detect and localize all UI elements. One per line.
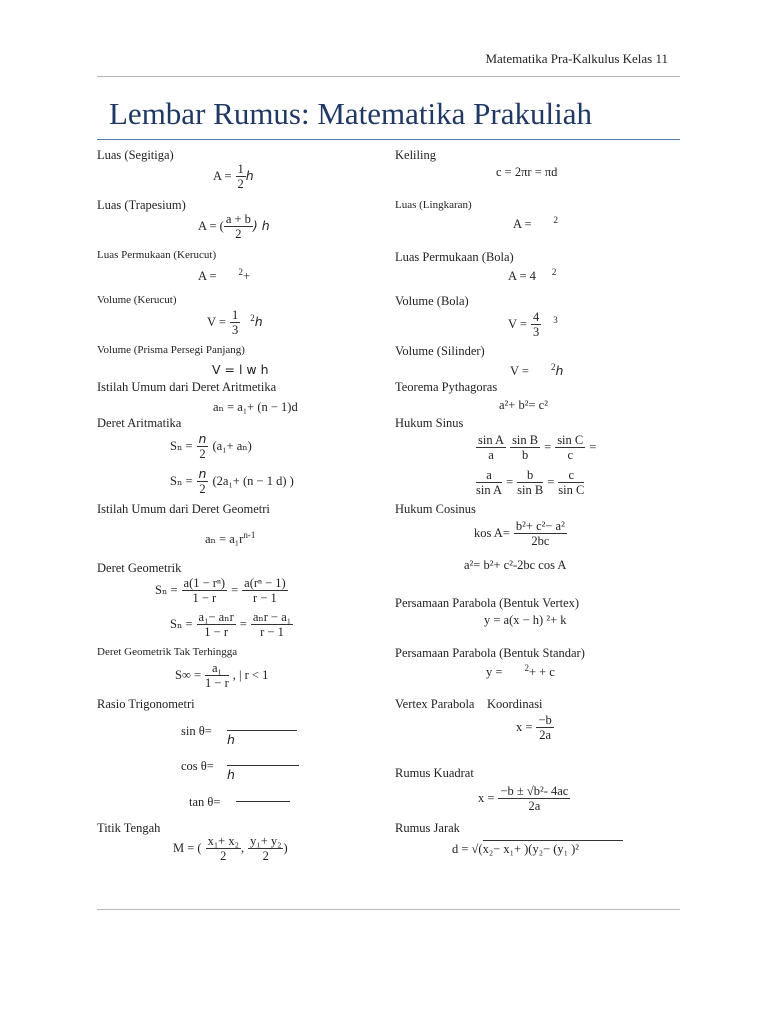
formula-hukum-cosinus-2: a²= b²+ c²-2bc cos A [464, 558, 567, 572]
formula-vertex-koordinasi: x = $\frac{-b}{2a}$ [516, 713, 552, 742]
formula-tan: tan θ= [189, 795, 221, 809]
footer-divider [97, 909, 680, 910]
formula-istilah-aritmetika: aₙ = a₁+ (n − 1)d [213, 400, 298, 414]
label-luas-lingkaran: Luas (Lingkaran) [395, 199, 472, 211]
sin-denominator: h [227, 732, 235, 747]
label-parabola-standar: Persamaan Parabola (Bentuk Standar) [395, 646, 585, 660]
cos-denominator: h [227, 767, 235, 782]
tan-fraction-bar [236, 801, 290, 802]
label-istilah-geometri: Istilah Umum dari Deret Geometri [97, 502, 270, 516]
label-deret-tak-terhingga: Deret Geometrik Tak Terhingga [97, 646, 238, 658]
formula-luas-permukaan-bola: A = 4 $^2$ [508, 267, 557, 283]
label-luas-permukaan-bola: Luas Permukaan (Bola) [395, 250, 514, 264]
label-pythagoras: Teorema Pythagoras [395, 380, 498, 394]
formula-parabola-vertex: y = a(x − h) ²+ k [484, 613, 567, 627]
label-luas-trapesium: Luas (Trapesium) [97, 198, 186, 212]
label-hukum-sinus: Hukum Sinus [395, 416, 464, 430]
label-keliling: Keliling [395, 148, 436, 162]
label-volume-kerucut: Volume (Kerucut) [97, 294, 177, 306]
page-title: Lembar Rumus: Matematika Prakuliah [109, 96, 592, 131]
label-volume-prisma: Volume (Prisma Persegi Panjang) [97, 344, 245, 356]
formula-deret-geometrik-2: Sₙ = $\frac{\text{a₁− aₙr}}{1 - r}$ = $\frac{\text{aₙr − a₁}}{r - 1}$ [170, 610, 292, 639]
formula-luas-lingkaran: A = $^2$ [513, 215, 559, 231]
formula-hukum-sinus-2: $\frac{a}{\text{sin A}}$ = $\frac{b}{\text{sin B}}$ = $\frac{c}{\text{sin C}}$ [476, 468, 585, 497]
formula-luas-permukaan-kerucut: A = $^2$+ [198, 267, 251, 283]
running-title: Matematika Pra-Kalkulus Kelas 11 [485, 51, 668, 66]
formula-deret-aritmatika-1: Sₙ = $\frac{n}{2}$ (a₁+ aₙ) [170, 431, 252, 461]
formula-volume-prisma: V = l w h [212, 362, 269, 377]
header-divider [97, 76, 680, 77]
formula-hukum-cosinus-1: kos A= $\frac{\text{b²+ c²− a²}}{2bc}$ [474, 519, 565, 548]
formula-luas-segitiga: A = $\frac{1}{2}$ h [213, 162, 254, 191]
formula-titik-tengah: M = ( $\frac{\text{x₁+ x₂}}{2}$ , $\frac{\text{y₁+ y₂}}{2}$ ) [173, 834, 288, 863]
label-luas-segitiga: Luas (Segitiga) [97, 148, 174, 162]
label-parabola-vertex: Persamaan Parabola (Bentuk Vertex) [395, 596, 580, 610]
label-deret-geometrik: Deret Geometrik [97, 561, 182, 575]
formula-volume-kerucut: V = $\frac{1}{3}$ $^2$h [207, 308, 263, 337]
formula-keliling: c = 2πr = πd [496, 165, 558, 179]
formula-deret-aritmatika-2: Sₙ = $\frac{n}{2}$ (2a₁+ (n − 1 d) ) [170, 466, 294, 496]
label-hukum-cosinus: Hukum Cosinus [395, 502, 476, 516]
formula-sin: sin θ= [181, 724, 212, 738]
formula-volume-bola: V = $\frac{4}{3}$ $^3$ [508, 310, 558, 339]
title-underline [97, 139, 680, 140]
label-titik-tengah: Titik Tengah [97, 821, 161, 835]
cos-fraction-bar [227, 765, 299, 766]
label-volume-bola: Volume (Bola) [395, 294, 469, 308]
formula-deret-geometrik-1: Sₙ = $\frac{\text{a(1 − rⁿ)}}{1 - r}$ = $\frac{\text{a(rⁿ − 1)}}{r - 1}$ [155, 576, 286, 605]
label-rumus-kuadrat: Rumus Kuadrat [395, 766, 474, 780]
label-luas-permukaan-kerucut: Luas Permukaan (Kerucut) [97, 249, 217, 261]
label-vertex-koordinasi: Vertex Parabola Koordinasi [395, 697, 543, 711]
label-istilah-aritmetika: Istilah Umum dari Deret Aritmetika [97, 380, 277, 394]
radical-overline [483, 840, 623, 841]
formula-rumus-jarak: d = √(x₂− x₁+ )(y₂− (y₁ )² [452, 842, 580, 856]
formula-parabola-standar: y = $^2$+ + c [486, 663, 555, 679]
sin-fraction-bar [227, 730, 297, 731]
formula-rumus-kuadrat: x = $\frac{\text{−b ± √b²- 4ac}}{2a}$ [478, 784, 569, 813]
label-rumus-jarak: Rumus Jarak [395, 821, 460, 835]
label-rasio-trigonometri: Rasio Trigonometri [97, 697, 195, 711]
label-deret-aritmatika: Deret Aritmatika [97, 416, 182, 430]
formula-hukum-sinus-1: $\frac{\text{sin A}}{a}$ $\frac{\text{sin B}}{b}$ = $\frac{\text{sin C}}{c}$ = [478, 433, 597, 462]
label-volume-silinder: Volume (Silinder) [395, 344, 485, 358]
formula-volume-silinder: V = $^2$h [510, 362, 564, 378]
formula-deret-tak-terhingga: S∞ = $\frac{\text{a₁}}{1 - r}$ , | r < 1 [175, 661, 269, 690]
formula-istilah-geometri: $a_n = a_1r^{n-1}$ [205, 530, 256, 546]
formula-pythagoras: a²+ b²= c² [499, 398, 548, 412]
formula-luas-trapesium: A = ( $\frac{a + b}{2}$ ) h [198, 212, 270, 241]
formula-cos: cos θ= [181, 759, 214, 773]
